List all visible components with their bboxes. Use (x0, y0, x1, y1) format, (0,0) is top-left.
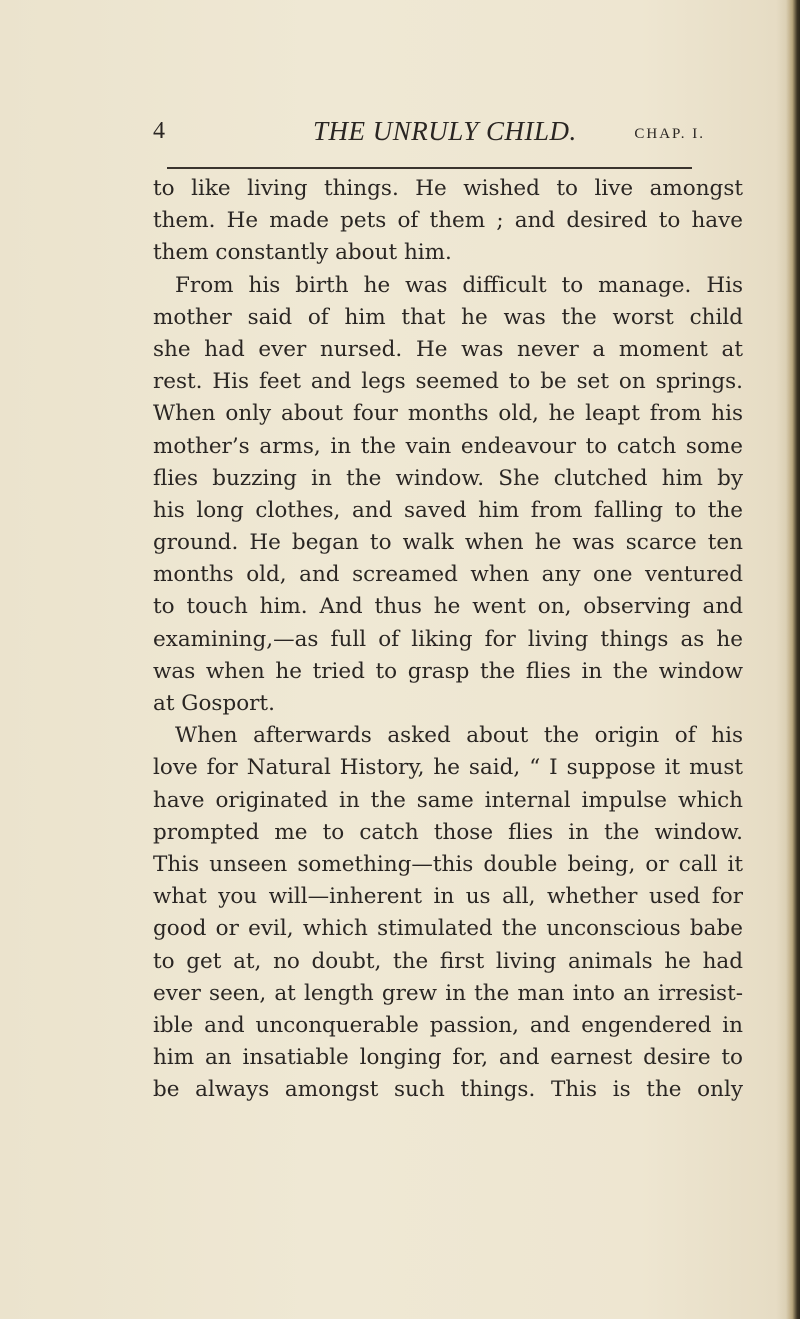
text-line: good or evil, which stimulated the unconscious babe (153, 916, 743, 942)
text-line: ible and unconquerable passion, and engendered in (153, 1012, 743, 1038)
text-line: This unseen something—this double being, or call it (153, 851, 743, 877)
text-line: have originated in the same internal impulse which (153, 787, 743, 813)
text-line: months old, and screamed when any one ventured (153, 562, 743, 588)
text-line: him an insatiable longing for, and earnest desire to (153, 1045, 743, 1071)
running-title: THE UNRULY CHILD. (313, 116, 577, 146)
text-line: When afterwards asked about the origin of his (175, 723, 743, 749)
text-line: his long clothes, and saved him from falling to the (153, 497, 743, 523)
text-line: be always amongst such things. This is the only (153, 1077, 743, 1103)
body-text (153, 173, 743, 1106)
text-line: When only about four months old, he leapt from his (153, 401, 743, 427)
text-line: mother’s arms, in the vain endeavour to catch some (153, 433, 743, 459)
text-line: them constantly about him. (153, 240, 452, 266)
text-line: what you will—inherent in us all, whether used for (153, 884, 743, 910)
text-line: to get at, no doubt, the first living animals he had (153, 948, 743, 974)
text-line: flies buzzing in the window. She clutched him by (153, 465, 743, 491)
text-line: love for Natural History, he said, “ I suppose it must (153, 755, 743, 781)
page-edge-shadow (786, 0, 800, 1319)
text-line: ground. He began to walk when he was scarce ten (153, 530, 743, 556)
text-line: to like living things. He wished to live amongst (153, 176, 743, 201)
chapter-label: CHAP. I. (634, 126, 705, 142)
text-line: prompted me to catch those flies in the window. (153, 819, 743, 845)
text-line: ever seen, at length grew in the man into an irresist- (153, 980, 743, 1006)
page-header (153, 116, 705, 156)
text-line: them. He made pets of them ; and desired to have (153, 208, 743, 234)
text-line: was when he tried to grasp the flies in the window (153, 658, 743, 684)
text-line: to touch him. And thus he went on, observing and (153, 594, 743, 620)
text-line: From his birth he was difficult to manage. His (175, 272, 743, 298)
text-line: mother said of him that he was the worst child (153, 304, 743, 330)
text-line: she had ever nursed. He was never a moment at (153, 336, 743, 362)
text-line: rest. His feet and legs seemed to be set on springs. (153, 369, 743, 395)
text-line: at Gosport. (153, 691, 275, 716)
text-line: examining,—as full of liking for living things as he (153, 626, 743, 652)
header-rule (167, 167, 692, 169)
page-number: 4 (153, 118, 165, 144)
